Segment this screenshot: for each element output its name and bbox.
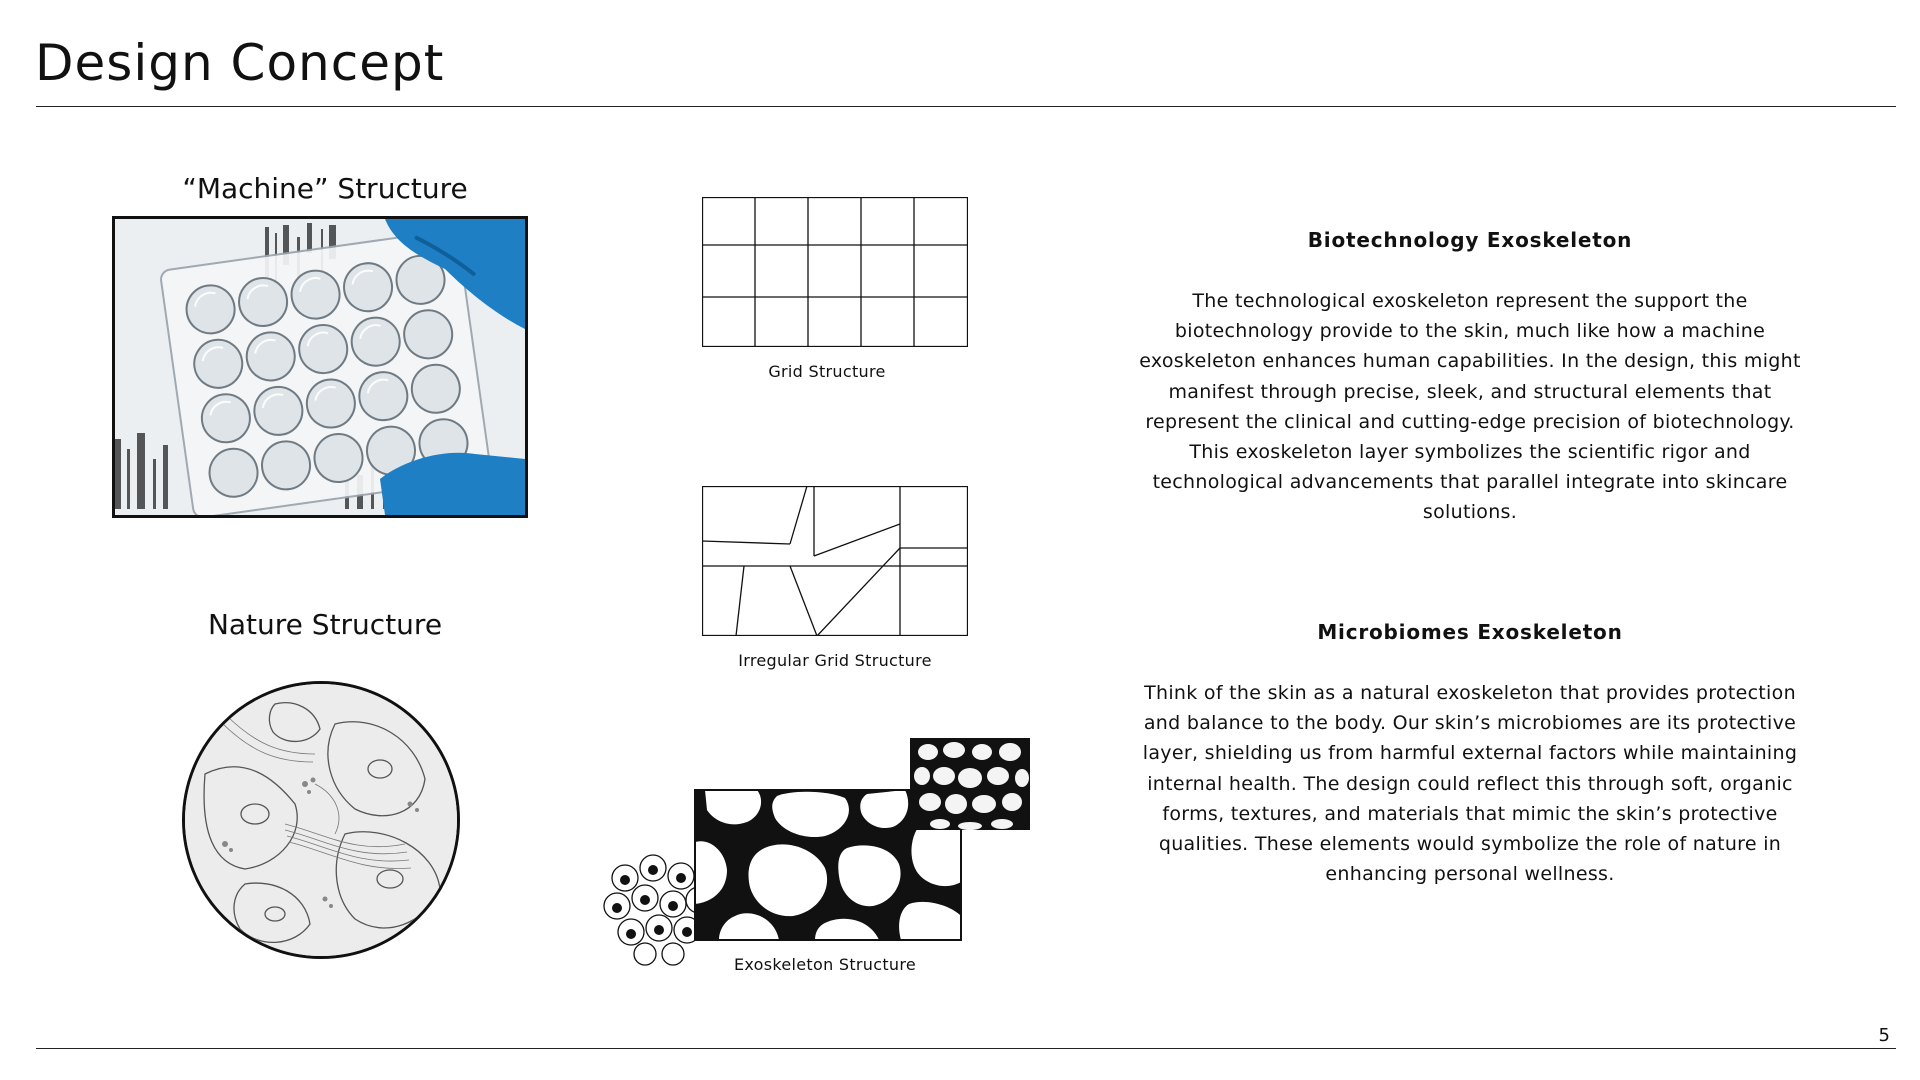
header-divider [36, 106, 1896, 107]
page-number: 5 [1878, 1025, 1890, 1046]
biotechnology-paragraph: The technological exoskeleton represent the support the biotechnology provide to the skin, much like how a machine exoskeleton enhances human capabilities. In the design, this might manifest through precise, sleek, and structural elements that represent the clinical and cutting-edge precision of biotechnology. This exoskeleton layer symbolizes the scientific rigor and technological advancements that parallel integrate into skincare solutions. [1139, 290, 1801, 524]
well-plate-photo-icon [115, 219, 525, 515]
footer-divider [36, 1048, 1896, 1049]
page-title: Design Concept [35, 34, 445, 92]
nature-structure-image [182, 681, 460, 959]
machine-structure-image [112, 216, 528, 518]
microbiomes-heading: Microbiomes Exoskeleton [1317, 620, 1623, 644]
irregular-grid-diagram [702, 486, 968, 636]
biotechnology-heading: Biotechnology Exoskeleton [1307, 228, 1633, 252]
machine-structure-label: “Machine” Structure [182, 172, 468, 205]
grid-structure-caption: Grid Structure [768, 362, 886, 381]
grid-structure-diagram [702, 197, 968, 347]
microscope-cells-drawing-icon [185, 684, 457, 956]
exoskeleton-structure-collage [595, 738, 1035, 978]
irregular-grid-caption: Irregular Grid Structure [738, 651, 932, 670]
exoskeleton-structure-caption: Exoskeleton Structure [733, 955, 917, 974]
nature-structure-label: Nature Structure [207, 608, 443, 641]
microbiomes-paragraph: Think of the skin as a natural exoskeleton that provides protection and balance to the body. Our skin’s microbiomes are its protective layer, shielding us from harmful external factors while maintaining internal health. The design could reflect this through soft, organic forms, textures, and materials that mimic the skin’s protective qualities. These elements would symbolize the role of nature in enhancing personal wellness. [1142, 682, 1798, 886]
